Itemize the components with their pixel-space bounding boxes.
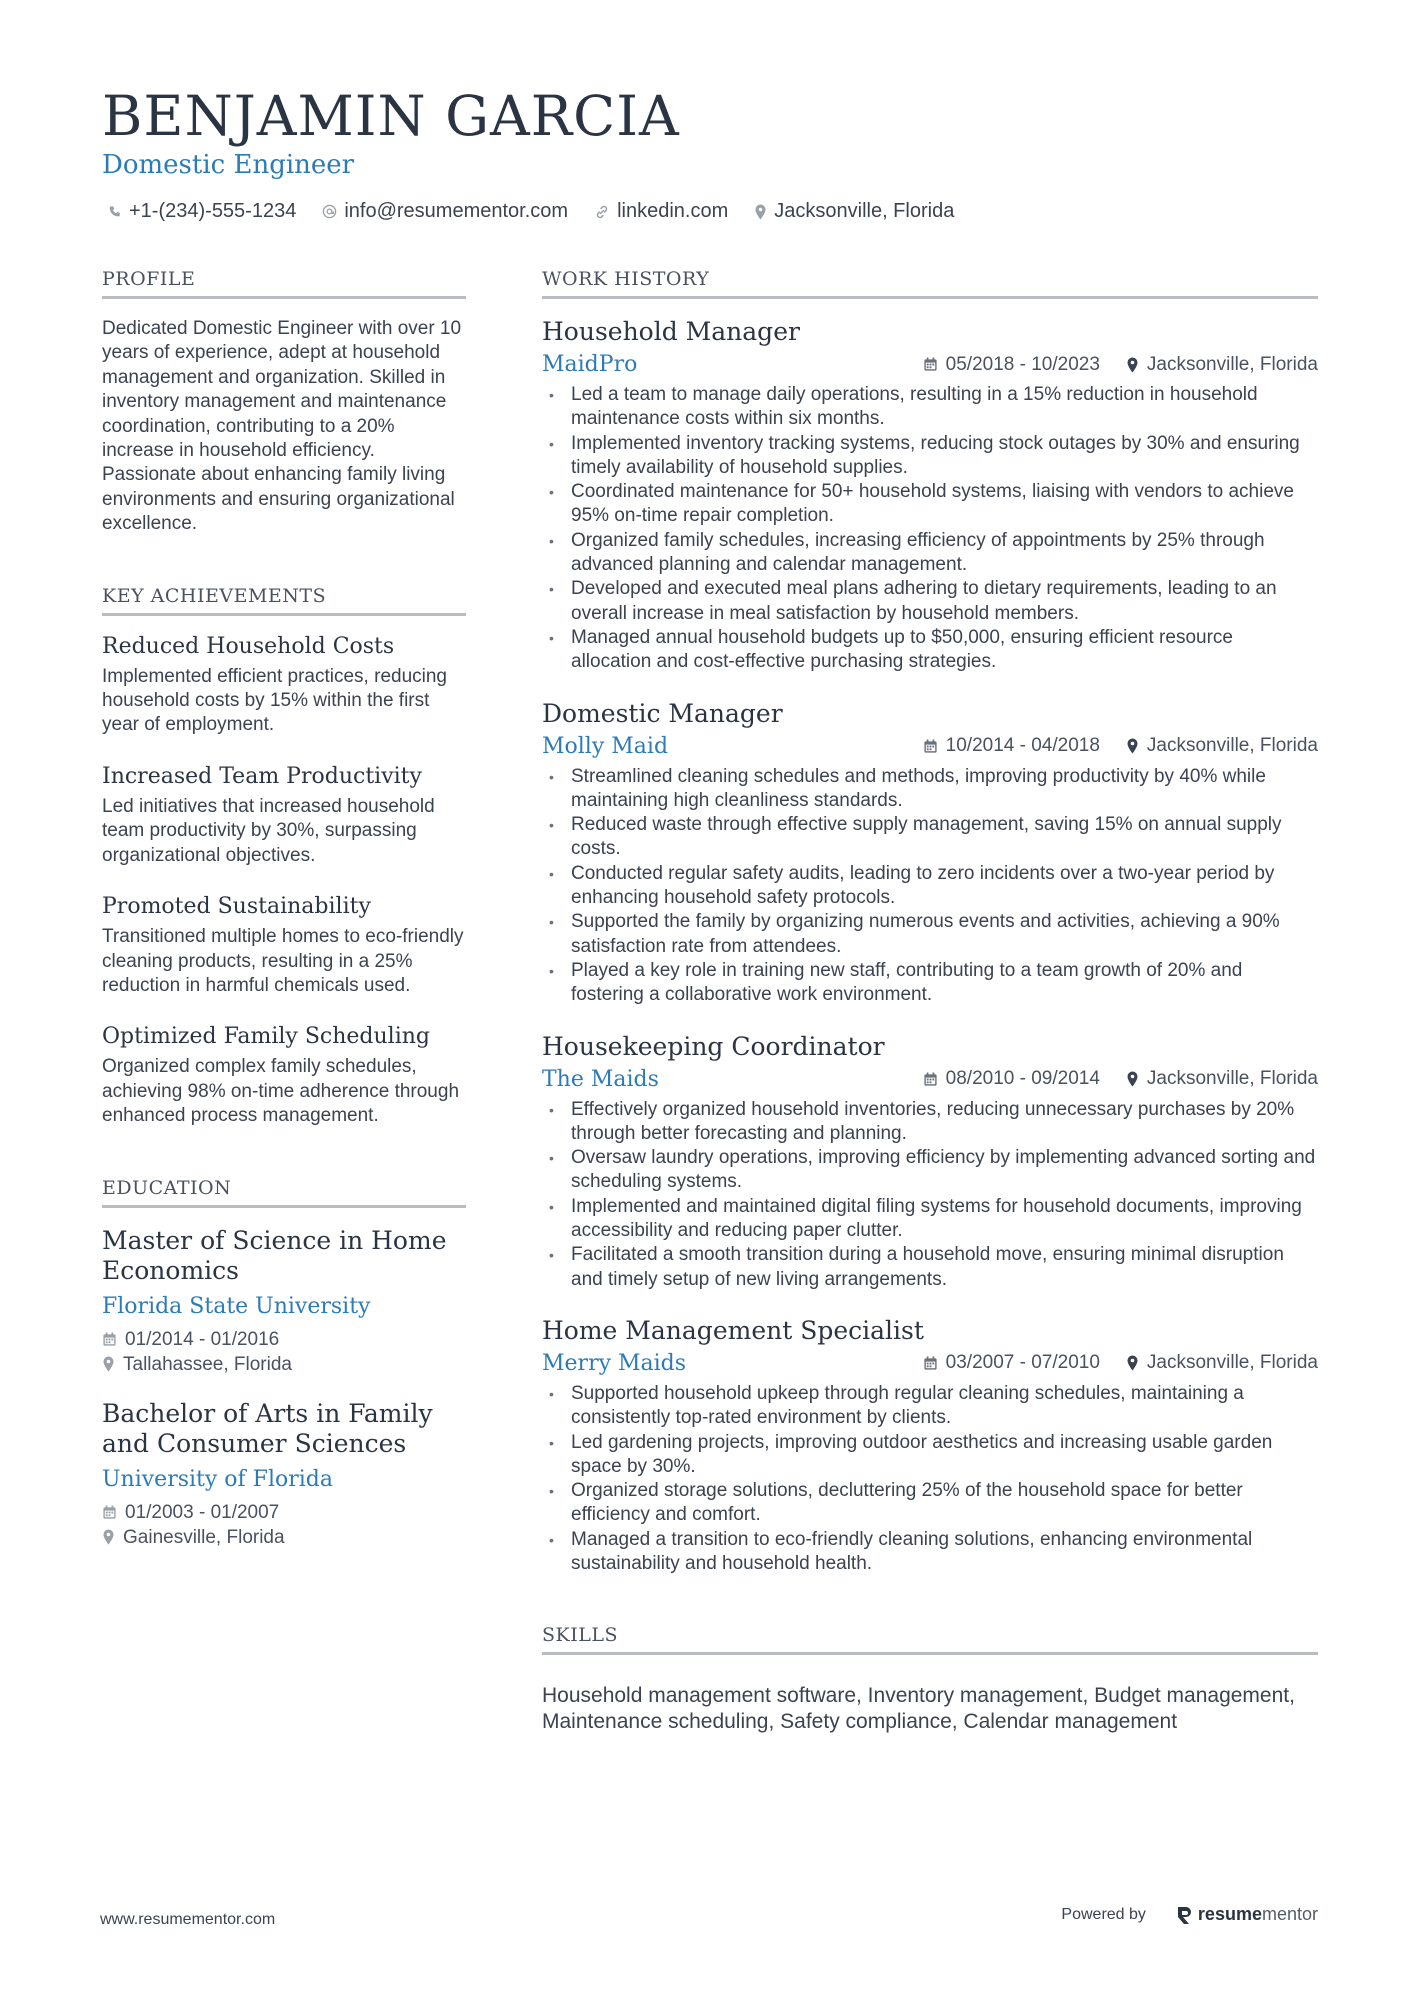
contact-phone[interactable] — [108, 200, 296, 223]
job-bullet: • Led gardening projects, improving outdoor aesthetics and increasing usable garden space by 30%. — [542, 1431, 1318, 1480]
achievement-title: Promoted Sustainability — [102, 894, 371, 920]
education-heading: EDUCATION — [102, 1177, 466, 1208]
candidate-role: Domestic Engineer — [102, 150, 355, 180]
achievement-item — [102, 894, 466, 998]
job-bullet: • Implemented and maintained digital filing systems for household documents, improving accessibility and reducing paper clutter. — [542, 1195, 1318, 1244]
achievement-title: Optimized Family Scheduling — [102, 1024, 430, 1050]
brand-name-bold: resume — [1197, 1904, 1262, 1924]
contact-bar — [108, 200, 980, 223]
job-meta — [923, 735, 1318, 757]
education-dates-text: 01/2003 - 01/2007 — [125, 1501, 280, 1523]
job-title: Household Manager — [542, 317, 800, 346]
achievement-item — [102, 634, 466, 738]
education-dates — [102, 1500, 466, 1525]
job-bullet: • Conducted regular safety audits, leading to zero incidents over a two-year period by enhancing household safety protocols. — [542, 862, 1318, 911]
job-dates-text: 10/2014 - 04/2018 — [945, 735, 1100, 757]
job-info-row — [542, 734, 1318, 759]
education-dates — [102, 1327, 466, 1352]
job-bullet: • Managed a transition to eco-friendly cleaning solutions, enhancing environmental sustainability and household health. — [542, 1528, 1318, 1577]
education-section — [102, 1177, 466, 1550]
job-bullet: • Developed and executed meal plans adhering to dietary requirements, leading to an overall increase in meal satisfaction by household members. — [542, 577, 1318, 626]
location-pin-icon — [1126, 1071, 1139, 1087]
education-location-text: Gainesville, Florida — [123, 1526, 285, 1548]
job-info-row — [542, 1067, 1318, 1092]
location-pin-icon — [1126, 357, 1139, 373]
job-bullets — [542, 1098, 1318, 1292]
linkedin-text: linkedin.com — [617, 200, 729, 222]
job-meta — [923, 1068, 1318, 1090]
job-location-text: Jacksonville, Florida — [1146, 1068, 1318, 1090]
job-meta — [923, 1352, 1318, 1374]
link-icon — [594, 204, 610, 220]
job-bullets — [542, 765, 1318, 1008]
achievement-text: Organized complex family schedules, achieving 98% on-time adherence through enhanced process management. — [102, 1056, 460, 1127]
job-bullet: • Supported the family by organizing numerous events and activities, achieving a 90% satisfaction rate from attendees. — [542, 910, 1318, 959]
work-history-section — [542, 268, 1318, 1576]
calendar-icon — [923, 1072, 938, 1087]
job-location — [1126, 1352, 1318, 1374]
job-bullet: • Streamlined cleaning schedules and methods, improving productivity by 40% while maintaining high cleanliness standards. — [542, 765, 1318, 814]
job-dates — [923, 354, 1100, 376]
job-info-row — [542, 352, 1318, 377]
skills-text: Household management software, Inventory management, Budget management, Maintenance scheduling, Safety compliance, Calendar management — [542, 1684, 1295, 1734]
job-title: Home Management Specialist — [542, 1315, 924, 1345]
job-bullet: • Organized family schedules, increasing efficiency of appointments by 25% through advanced planning and calendar management. — [542, 529, 1318, 578]
footer-branding — [1061, 1904, 1318, 1925]
education-item — [102, 1226, 466, 1377]
footer-website[interactable]: www.resumementor.com — [100, 1911, 276, 1928]
job-dates-text: 05/2018 - 10/2023 — [945, 353, 1100, 375]
right-column — [542, 268, 1318, 1735]
achievement-item — [102, 1024, 466, 1128]
job-bullets — [542, 1382, 1318, 1576]
location-pin-icon — [102, 1356, 115, 1372]
job-location-text: Jacksonville, Florida — [1146, 1352, 1318, 1374]
achievement-title: Increased Team Productivity — [102, 763, 422, 789]
contact-location — [754, 200, 954, 223]
location-pin-icon — [102, 1529, 115, 1545]
job-company: MaidPro — [542, 352, 638, 377]
achievement-text: Implemented efficient practices, reducing household costs by 15% within the first year of employment. — [102, 665, 447, 736]
location-text: Jacksonville, Florida — [774, 200, 955, 222]
resumementor-logo-icon — [1176, 1905, 1192, 1925]
job-entry — [542, 699, 1318, 1008]
phone-icon — [108, 205, 122, 219]
education-dates-text: 01/2014 - 01/2016 — [125, 1328, 280, 1350]
calendar-icon — [923, 357, 938, 372]
job-company: Molly Maid — [542, 733, 669, 759]
education-school: Florida State University — [102, 1293, 371, 1319]
job-entry — [542, 1032, 1318, 1292]
job-location — [1126, 1068, 1318, 1090]
location-pin-icon — [1126, 1355, 1139, 1371]
job-dates — [923, 735, 1100, 757]
job-bullet: • Reduced waste through effective supply management, saving 15% on annual supply costs. — [542, 813, 1318, 862]
education-school: University of Florida — [102, 1466, 333, 1492]
education-degree: Bachelor of Arts in Family and Consumer Sciences — [102, 1398, 433, 1458]
job-location — [1126, 735, 1318, 757]
job-location — [1126, 354, 1318, 376]
job-bullet: • Played a key role in training new staff, contributing to a team growth of 20% and fostering a collaborative work environment. — [542, 959, 1318, 1008]
job-dates-text: 03/2007 - 07/2010 — [945, 1352, 1100, 1374]
profile-heading: PROFILE — [102, 268, 466, 299]
calendar-icon — [923, 1356, 938, 1371]
job-bullet: • Supported household upkeep through regular cleaning schedules, maintaining a consistently top-rated environment by clients. — [542, 1382, 1318, 1431]
achievement-title: Reduced Household Costs — [102, 633, 395, 659]
education-location-text: Tallahassee, Florida — [123, 1353, 292, 1375]
contact-linkedin[interactable] — [594, 200, 728, 223]
candidate-name: BENJAMIN GARCIA — [102, 84, 680, 148]
job-title: Housekeeping Coordinator — [542, 1031, 885, 1061]
skills-section — [542, 1624, 1318, 1735]
skills-heading: SKILLS — [542, 1624, 1318, 1655]
job-bullet: • Facilitated a smooth transition during a household move, ensuring minimal disruption and timely setup of new living arrangements. — [542, 1243, 1318, 1292]
job-title: Domestic Manager — [542, 698, 783, 728]
achievements-heading: KEY ACHIEVEMENTS — [102, 585, 466, 616]
achievement-item — [102, 764, 466, 868]
job-location-text: Jacksonville, Florida — [1146, 353, 1318, 375]
education-degree: Master of Science in Home Economics — [102, 1225, 447, 1285]
job-bullet: • Organized storage solutions, decluttering 25% of the household space for better efficiency and comfort. — [542, 1479, 1318, 1528]
job-bullet: • Oversaw laundry operations, improving efficiency by implementing advanced sorting and scheduling systems. — [542, 1146, 1318, 1195]
education-item — [102, 1399, 466, 1550]
job-dates — [923, 1352, 1100, 1374]
job-location-text: Jacksonville, Florida — [1146, 735, 1318, 757]
job-entry — [542, 1316, 1318, 1576]
education-location — [102, 1525, 466, 1550]
phone-text: +1-(234)-555-1234 — [129, 200, 297, 222]
location-pin-icon — [754, 204, 767, 220]
education-location — [102, 1352, 466, 1377]
job-bullet: • Coordinated maintenance for 50+ household systems, liaising with vendors to achieve 95% on-time repair completion. — [542, 480, 1318, 529]
location-pin-icon — [1126, 738, 1139, 754]
calendar-icon — [923, 739, 938, 754]
contact-email[interactable] — [322, 200, 568, 223]
job-bullet: • Effectively organized household inventories, reducing unnecessary purchases by 20% through better forecasting and planning. — [542, 1098, 1318, 1147]
at-icon — [322, 204, 337, 219]
job-info-row — [542, 1351, 1318, 1376]
achievements-section — [102, 585, 466, 1129]
job-dates — [923, 1068, 1100, 1090]
achievement-text: Transitioned multiple homes to eco-friendly cleaning products, resulting in a 25% reduction in harmful chemicals used. — [102, 926, 464, 996]
job-bullets — [542, 383, 1318, 675]
job-bullet: • Managed annual household budgets up to $50,000, ensuring efficient resource allocation and cost-effective purchasing strategies. — [542, 626, 1318, 675]
work-history-heading: WORK HISTORY — [542, 268, 1318, 299]
job-dates-text: 08/2010 - 09/2014 — [945, 1068, 1100, 1090]
brand-logo[interactable] — [1176, 1904, 1318, 1925]
achievement-text: Led initiatives that increased household team productivity by 30%, surpassing organizational objectives. — [102, 795, 435, 866]
job-bullet: • Led a team to manage daily operations, resulting in a 15% reduction in household maintenance costs within six months. — [542, 383, 1318, 432]
left-column — [102, 268, 466, 1572]
job-bullet: • Implemented inventory tracking systems, reducing stock outages by 30% and ensuring timely availability of household supplies. — [542, 432, 1318, 481]
brand-name-light: mentor — [1261, 1904, 1318, 1924]
job-meta — [923, 354, 1318, 376]
profile-text: Dedicated Domestic Engineer with over 10 years of experience, adept at household management and organization. Skilled in inventory management and maintenance coordination, contributing to a 20% increase in household efficiency. Passionate about enhancing family living environments and ensuring organizational excellence. — [102, 318, 462, 535]
job-company: The Maids — [542, 1066, 659, 1092]
job-entry — [542, 317, 1318, 675]
calendar-icon — [102, 1332, 117, 1347]
email-text: info@resumementor.com — [344, 200, 569, 222]
calendar-icon — [102, 1505, 117, 1520]
profile-section — [102, 268, 466, 537]
job-company: Merry Maids — [542, 1350, 687, 1376]
powered-by-label: Powered by — [1061, 1905, 1146, 1923]
